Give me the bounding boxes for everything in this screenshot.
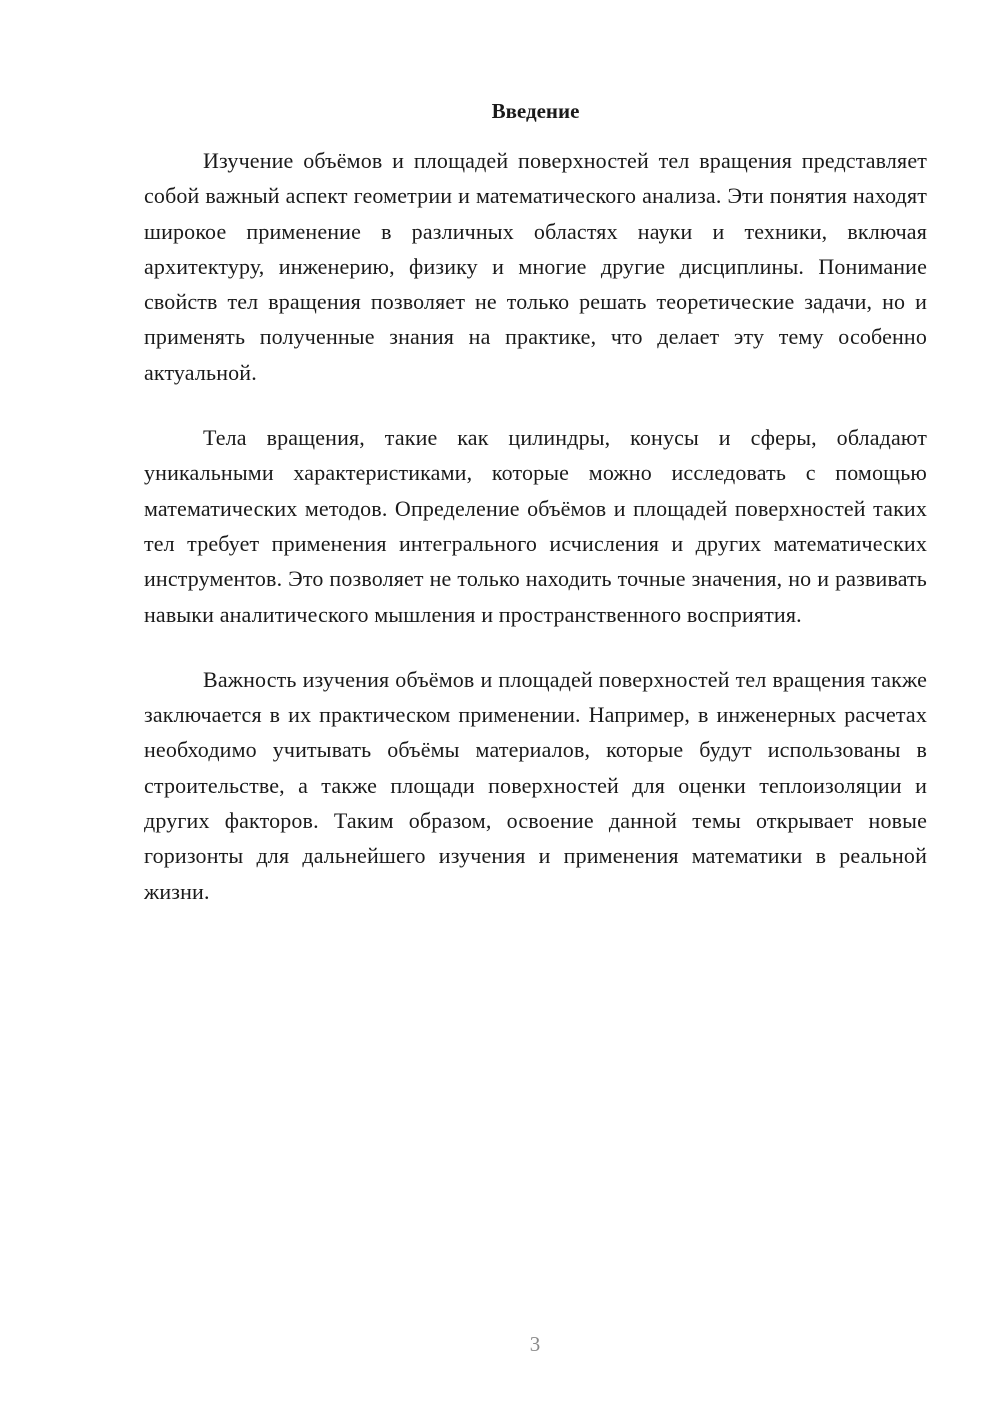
paragraph-2: Тела вращения, такие как цилиндры, конусы и сферы, обладают уникальными характеристиками, которые можно исследовать с помощью математических методов. Определение объёмов и площадей поверхностей таких тел требует применения интегрального исчисления и других математических инструментов. Это позволяет не только находить точные значения, но и развивать навыки аналитического мышления и пространственного восприятия.	[144, 425, 927, 627]
body-text	[144, 143, 927, 939]
paragraph-3: Важность изучения объёмов и площадей поверхностей тел вращения также заключается в их практическом применении. Например, в инженерных расчетах необходимо учитывать объёмы материалов, которые будут использованы в строительстве, а также площади поверхностей для оценки теплоизоляции и других факторов. Таким образом, освоение данной темы открывает новые горизонты для дальнейшего изучения и применения математики в реальной жизни.	[144, 666, 927, 904]
section-title: Введение	[491, 99, 580, 123]
paragraph-1: Изучение объёмов и площадей поверхностей тел вращения представляет собой важный аспект геометрии и математического анализа. Эти понятия находят широкое применение в различных областях науки и техники, включая архитектуру, инженерию, физику и многие другие дисциплины. Понимание свойств тел вращения позволяет не только решать теоретические задачи, но и применять полученные знания на практике, что делает эту тему особенно актуальной.	[144, 148, 927, 385]
page-number: 3	[529, 1332, 541, 1356]
